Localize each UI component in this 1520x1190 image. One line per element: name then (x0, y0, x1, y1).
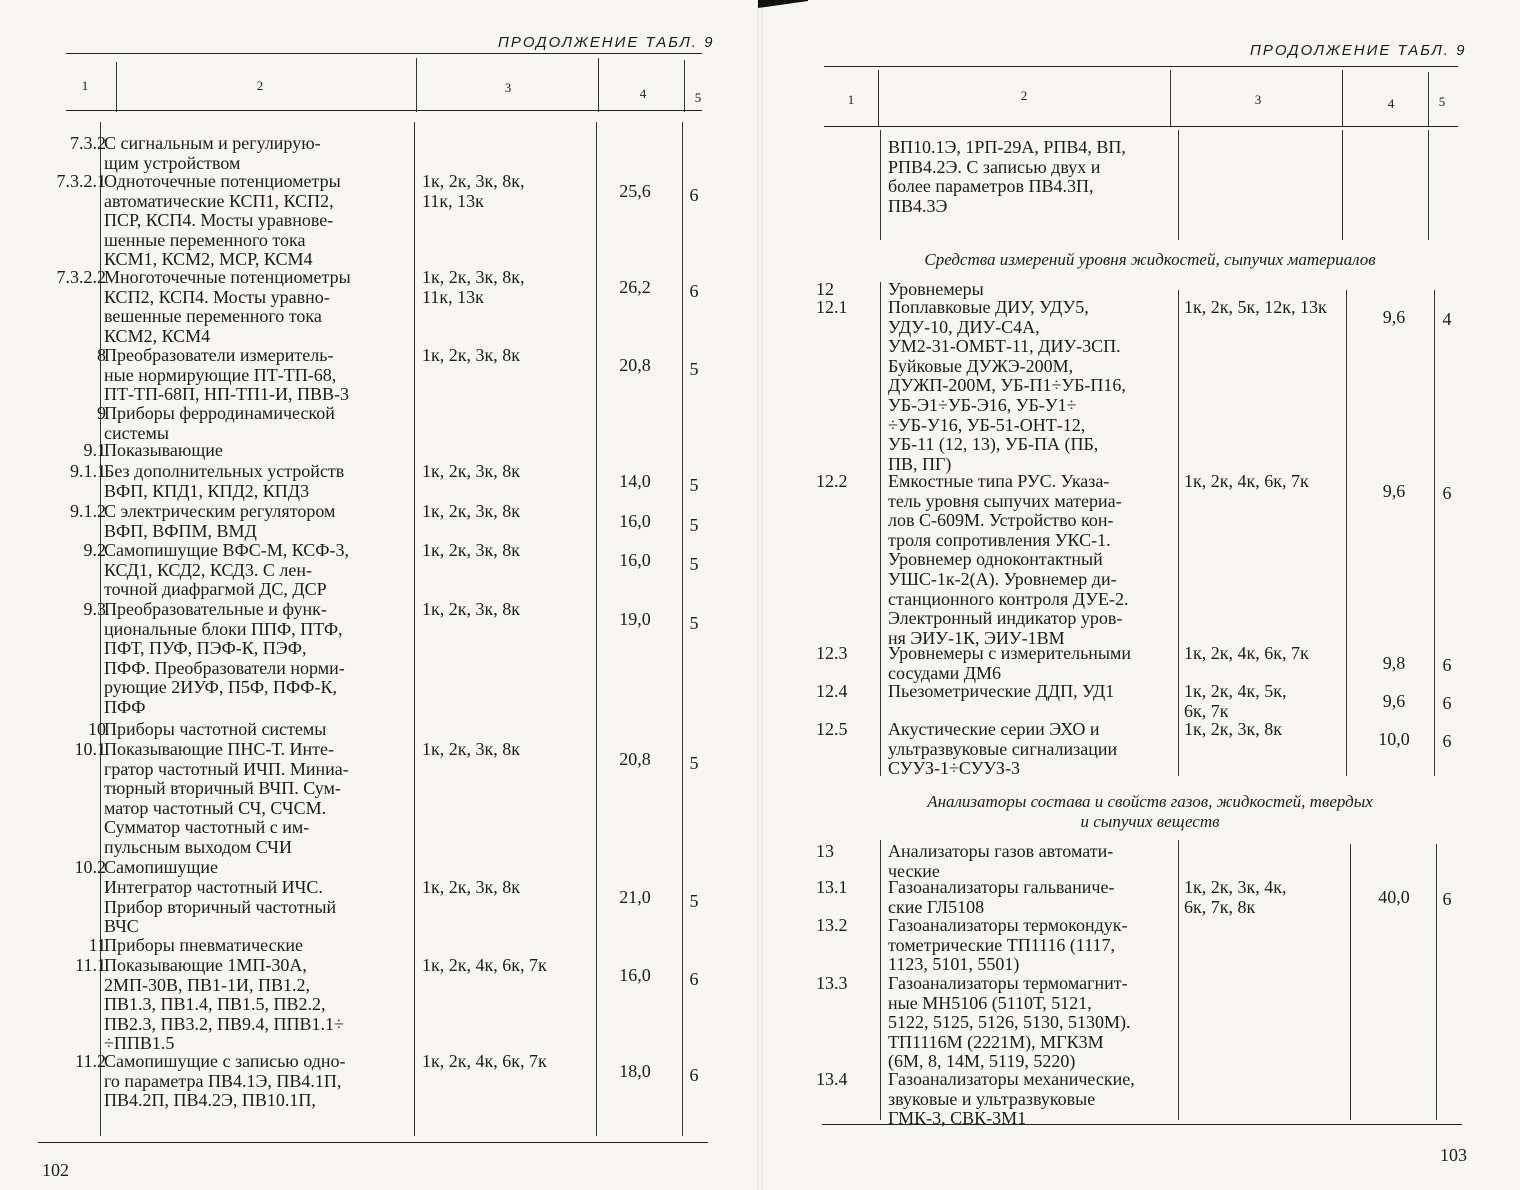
row-description-text: Преобразовательные и функ- циональные блоки ППФ, ПТФ, ПФТ, ПУФ, ПЭФ-К, ПЭФ, ПФФ. Преобразователи норми- рующие 2ИУФ, П5Ф, ПФФ-К, ПФФ (104, 599, 345, 717)
body-divider (682, 122, 683, 1136)
column-number: 5 (1438, 94, 1446, 109)
row-codes-text: 1к, 2к, 3к, 8к (422, 501, 520, 521)
body-divider (880, 840, 881, 1120)
row-description-text: С сигнальным и регулирую- щим устройством (104, 133, 321, 173)
row-description-text: Поплавковые ДИУ, УДУ5, УДУ-10, ДИУ-С4А, УМ2-31-ОМБТ-11, ДИУ-3СП. Буйковые ДУЖЭ-200М, ДУЖП-200М, УБ-П1÷УБ-П16, УБ-Э1÷УБ-Э16, УБ-У1÷ ÷УБ-У16, УБ-51-ОНТ-12, УБ-11 (12, 13), УБ-ПА (ПБ, ПВ, ПГ) (888, 297, 1126, 474)
row-value-text: 9,6 (1382, 307, 1406, 327)
row-description-text: Без дополнительных устройств ВФП, КПД1, КПД2, КПД3 (104, 461, 345, 501)
row-codes (422, 346, 592, 366)
row-category (684, 956, 704, 990)
row-codes-text: 1к, 2к, 4к, 6к, 7к (422, 955, 547, 975)
row-description-text: Приборы пневматические (104, 935, 303, 955)
row-number-text: 12.4 (816, 681, 848, 701)
row-value-text: 19,0 (619, 609, 651, 629)
row-description-text: Интегратор частотный ИЧС. Прибор вторичный частотный ВЧС (104, 877, 337, 937)
row-description-text: Анализаторы газов автомати- ческие (888, 841, 1114, 881)
row-category (1436, 916, 1458, 928)
row-category-text: 6 (689, 969, 699, 989)
row-value (1358, 878, 1430, 908)
row-category (1436, 644, 1458, 676)
row-value-text: 16,0 (619, 965, 651, 985)
row-number (42, 858, 106, 878)
row-number-text: 9.2 (83, 540, 106, 560)
row-category-text: 5 (689, 554, 699, 574)
row-number-text: 13.2 (816, 915, 848, 935)
column-number: 3 (1254, 92, 1262, 107)
row-description-text: Многоточечные потенциометры КСП2, КСП4. Мосты уравно- вешенные переменного тока КСМ2, КСМ4 (104, 267, 351, 346)
column-number: 2 (256, 78, 264, 93)
row-number-text: 9 (97, 403, 106, 423)
row-description (104, 1052, 408, 1111)
row-description-text: Показывающие 1МП-30А, 2МП-30В, ПВ1-1И, ПВ1.2, ПВ1.3, ПВ1.4, ПВ1.5, ПВ2.2, ПВ2.3, ПВ3.2, ПВ9.4, ППВ1.1÷ ÷ППВ1.5 (104, 955, 344, 1054)
header-divider (1428, 72, 1429, 126)
row-category-text: 5 (689, 359, 699, 379)
row-number (42, 441, 106, 461)
row-number (42, 600, 106, 620)
header-divider (878, 70, 879, 126)
row-codes (422, 600, 592, 620)
header-divider (116, 62, 117, 112)
row-value (602, 346, 668, 376)
row-description-text: Уровнемеры (888, 279, 984, 299)
row-value (1358, 720, 1430, 750)
row-description-text: Одноточечные потенциометры автоматические КСП1, КСП2, ПСР, КСП4. Мосты уравнове- шенные переменного тока КСМ1, КСМ2, МСР, КСМ4 (104, 171, 341, 270)
row-number (816, 720, 872, 740)
row-number (42, 462, 106, 482)
row-value (1358, 280, 1430, 290)
row-number-text: 10.2 (74, 857, 106, 877)
row-category (684, 541, 704, 575)
column-number: 3 (504, 80, 512, 95)
row-description (104, 858, 408, 878)
row-codes-text: 1к, 2к, 4к, 6к, 7к (1184, 471, 1309, 491)
row-value (602, 936, 668, 946)
row-value (1358, 1070, 1430, 1080)
column-number: 2 (1020, 88, 1028, 103)
row-description (888, 974, 1172, 1072)
header-divider (684, 60, 685, 112)
row-value (1358, 916, 1430, 926)
row-number (816, 1070, 872, 1090)
row-description (104, 462, 408, 501)
row-number-text: 12.1 (816, 297, 848, 317)
row-codes-text: 1к, 2к, 3к, 8к (422, 345, 520, 365)
row-category (684, 462, 704, 496)
row-codes (422, 956, 592, 976)
row-number (42, 740, 106, 760)
row-category (1436, 298, 1458, 330)
row-number-text: 9.1.1 (70, 461, 106, 481)
row-value (602, 134, 668, 144)
row-number (42, 1052, 106, 1072)
row-number-text: 10.1 (74, 739, 106, 759)
row-category (684, 1052, 704, 1086)
bottom-rule (38, 1142, 708, 1143)
body-divider (596, 122, 597, 1136)
row-category-text: 5 (689, 753, 699, 773)
row-description (888, 842, 1172, 881)
row-category (684, 404, 704, 418)
row-codes (1184, 472, 1354, 492)
body-divider (1434, 290, 1435, 776)
row-value (1358, 298, 1430, 328)
row-codes-text: 1к, 2к, 4к, 6к, 7к (1184, 643, 1309, 663)
row-category-text: 5 (689, 891, 699, 911)
row-category (684, 600, 704, 634)
row-description-text: Пьезометрические ДДП, УД1 (888, 681, 1115, 701)
row-number (42, 720, 106, 740)
row-number-text: 11.2 (75, 1051, 106, 1071)
row-description (104, 720, 408, 740)
row-value-text: 26,2 (619, 277, 651, 297)
row-number-text: 7.3.2.2 (56, 267, 106, 287)
row-number-text: 9.1 (83, 440, 106, 460)
row-codes (422, 1052, 592, 1072)
row-number (816, 682, 872, 702)
row-number (42, 404, 106, 424)
header-divider (1170, 70, 1171, 126)
row-category (684, 858, 704, 872)
row-category-text: 6 (1442, 483, 1452, 503)
row-category-text: 6 (1442, 655, 1452, 675)
row-codes (422, 502, 592, 522)
row-codes (1184, 298, 1354, 318)
row-value-text: 9,6 (1382, 691, 1406, 711)
header-divider (416, 58, 417, 112)
row-value (602, 502, 668, 532)
row-description-text: Уровнемеры с измерительными сосудами ДМ6 (888, 643, 1132, 683)
row-category (1436, 280, 1458, 292)
row-number (816, 878, 872, 898)
row-category (684, 172, 704, 206)
row-description (104, 441, 408, 461)
row-number (42, 172, 106, 192)
row-description (104, 346, 408, 405)
row-value (1358, 138, 1430, 148)
row-codes-text: 1к, 2к, 5к, 12к, 13к (1184, 297, 1327, 317)
header-rule (66, 110, 702, 111)
row-category (684, 441, 704, 455)
body-divider (880, 130, 881, 240)
row-value (1358, 472, 1430, 502)
page-number: 102 (42, 1160, 69, 1180)
row-number-text: 8 (97, 345, 106, 365)
row-value-text: 10,0 (1378, 729, 1410, 749)
row-number-text: 7.3.2 (70, 133, 106, 153)
row-description-text: С электрическим регулятором ВФП, ВФПМ, ВМД (104, 501, 336, 541)
row-description-text: Газоанализаторы гальваниче- ские ГЛ5108 (888, 877, 1115, 917)
row-codes-text: 1к, 2к, 3к, 8к, 11к, 13к (422, 171, 525, 211)
row-number (42, 268, 106, 288)
row-value (602, 878, 668, 908)
row-category (684, 720, 704, 734)
row-category-text: 5 (689, 475, 699, 495)
row-value (602, 600, 668, 630)
row-description-text: Приборы частотной системы (104, 719, 327, 739)
row-codes (1184, 644, 1354, 664)
row-value (1358, 644, 1430, 674)
row-category (1436, 472, 1458, 504)
column-number: 1 (81, 78, 89, 93)
top-rule (66, 53, 702, 54)
row-value (602, 1052, 668, 1082)
row-value (602, 462, 668, 492)
section-heading: Средства измерений уровня жидкостей, сыпучих материалов (924, 250, 1376, 269)
row-description-text: Газоанализаторы термокондук- тометрические ТП1116 (1117, 1123, 5101, 5501) (888, 915, 1128, 975)
row-number (816, 644, 872, 664)
row-description-text: Показывающие (104, 440, 223, 460)
row-description-text: Газоанализаторы механические, звуковые и ультразвуковые ГМК-3, СВК-3М1 (888, 1069, 1135, 1129)
row-codes-text: 1к, 2к, 3к, 8к (1184, 719, 1282, 739)
row-codes (422, 172, 592, 211)
row-number (42, 956, 106, 976)
row-category (684, 346, 704, 380)
row-description (104, 600, 408, 718)
row-number (816, 472, 872, 492)
row-description-text: Преобразователи измеритель- ные нормирующие ПТ-ТП-68, ПТ-ТП-68П, НП-ТП1-И, ПВВ-3 (104, 345, 349, 405)
row-number (42, 346, 106, 366)
row-codes (422, 878, 592, 898)
row-number-text: 13 (816, 841, 834, 861)
header-divider (1342, 70, 1343, 126)
row-codes-text: 1к, 2к, 3к, 4к, 6к, 7к, 8к (1184, 877, 1287, 917)
row-codes (1184, 682, 1354, 721)
row-category-text: 4 (1442, 309, 1452, 329)
row-value-text: 20,8 (619, 749, 651, 769)
row-number-text: 13.1 (816, 877, 848, 897)
row-codes-text: 1к, 2к, 3к, 8к (422, 599, 520, 619)
row-category (1436, 1070, 1458, 1082)
row-number (816, 842, 872, 862)
row-category-text: 6 (689, 1065, 699, 1085)
row-value-text: 14,0 (619, 471, 651, 491)
body-divider (1342, 130, 1343, 240)
row-category-text: 5 (689, 515, 699, 535)
row-number (42, 936, 106, 956)
row-value (602, 858, 668, 868)
row-value-text: 25,6 (619, 181, 651, 201)
row-category-text: 6 (1442, 693, 1452, 713)
row-value (602, 268, 668, 298)
row-number-text: 9.3 (83, 599, 106, 619)
row-value-text: 18,0 (619, 1061, 651, 1081)
row-description-text: Емкостные типа РУС. Указа- тель уровня сыпучих материа- лов С-609М. Устройство кон- троля сопротивления УКС-1. Уровнемер одноконтактный УШС-1к-2(А). Уровнемер ди- станционного контроля ДУЕ-2. Электронный индикатор уров- ня ЭИУ-1К, ЭИУ-1ВМ (888, 471, 1129, 648)
row-description (888, 878, 1172, 917)
row-number-text: 11 (88, 935, 106, 955)
row-category (684, 268, 704, 302)
row-codes-text: 1к, 2к, 3к, 8к, 11к, 13к (422, 267, 525, 307)
row-value (1358, 682, 1430, 712)
row-description (888, 682, 1172, 702)
row-number (816, 974, 872, 994)
row-codes (1184, 878, 1354, 917)
row-description (888, 138, 1172, 216)
row-category (684, 878, 704, 912)
row-category (1436, 720, 1458, 752)
row-value (1358, 974, 1430, 984)
row-category (684, 134, 704, 148)
row-description (104, 956, 408, 1054)
row-number (42, 502, 106, 522)
body-divider (1178, 840, 1179, 1120)
row-description (104, 541, 408, 600)
row-codes (422, 268, 592, 307)
right-page (760, 0, 1520, 1190)
row-value-text: 9,6 (1382, 481, 1406, 501)
row-number-text: 12 (816, 279, 834, 299)
row-number-text: 9.1.2 (70, 501, 106, 521)
row-codes-text: 1к, 2к, 3к, 8к (422, 540, 520, 560)
body-divider (1178, 290, 1179, 776)
column-number: 1 (847, 92, 855, 107)
row-number-text: 12.5 (816, 719, 848, 739)
row-number-text: 11.1 (75, 955, 106, 975)
row-value (602, 441, 668, 451)
row-description (104, 404, 408, 443)
running-head: ПРОДОЛЖЕНИЕ ТАБЛ. 9 (498, 34, 715, 51)
row-category (684, 740, 704, 774)
page-number: 103 (1440, 1145, 1467, 1165)
body-divider (1178, 130, 1179, 240)
row-description (888, 644, 1172, 683)
row-number-text: 7.3.2.1 (56, 171, 106, 191)
row-number-text: 12.2 (816, 471, 848, 491)
row-value (1358, 842, 1430, 852)
row-number (42, 134, 106, 154)
row-category (1436, 878, 1458, 910)
row-codes-text: 1к, 2к, 4к, 5к, 6к, 7к (1184, 681, 1287, 721)
row-description-text: Показывающие ПНС-Т. Инте- гратор частотный ИЧП. Миниа- тюрный вторичный ВЧП. Сум- матор частотный СЧ, СЧСМ. Сумматор частотный с им- пульсным выходом СЧИ (104, 739, 349, 857)
row-value (602, 956, 668, 986)
row-codes (422, 740, 592, 760)
row-category-text: 6 (1442, 889, 1452, 909)
row-description (104, 878, 408, 937)
row-number (816, 916, 872, 936)
header-rule (824, 126, 1458, 127)
row-description (888, 472, 1172, 648)
row-description (104, 172, 408, 270)
row-value-text: 16,0 (619, 511, 651, 531)
header-divider (598, 58, 599, 112)
body-divider (880, 282, 881, 776)
row-codes-text: 1к, 2к, 3к, 8к (422, 739, 520, 759)
row-description (888, 916, 1172, 975)
body-divider (414, 122, 415, 1136)
row-description-text: Самопишущие (104, 857, 218, 877)
row-value-text: 40,0 (1378, 887, 1410, 907)
row-number (42, 541, 106, 561)
row-value (602, 404, 668, 414)
row-value-text: 20,8 (619, 355, 651, 375)
row-description-text: Приборы ферродинамической системы (104, 403, 335, 443)
row-description (888, 1070, 1172, 1129)
row-description-text: Самопишущие ВФС-М, КСФ-3, КСД1, КСД2, КСД3. С лен- точной диафрагмой ДС, ДСР (104, 540, 350, 600)
row-description (104, 134, 408, 173)
row-codes (422, 462, 592, 482)
column-number: 5 (694, 90, 702, 105)
row-description (104, 268, 408, 346)
row-category-text: 5 (689, 613, 699, 633)
row-value (602, 541, 668, 571)
row-description (888, 298, 1172, 474)
running-head: ПРОДОЛЖЕНИЕ ТАБЛ. 9 (1250, 42, 1467, 59)
row-description (104, 502, 408, 541)
row-value-text: 9,8 (1382, 653, 1406, 673)
row-category (1436, 138, 1458, 150)
row-category (1436, 842, 1458, 854)
row-number-text: 12.3 (816, 643, 848, 663)
row-value (602, 740, 668, 770)
row-description (104, 740, 408, 858)
column-number: 4 (639, 86, 647, 101)
row-description-text: Самопишущие с записью одно- го параметра ПВ4.1Э, ПВ4.1П, ПВ4.2П, ПВ4.2Э, ПВ10.1П, (104, 1051, 346, 1111)
row-number-text: 10 (88, 719, 106, 739)
row-number (816, 298, 872, 318)
row-number-text: 13.4 (816, 1069, 848, 1089)
row-number-text: 13.3 (816, 973, 848, 993)
row-description (104, 936, 408, 956)
row-value-text: 21,0 (619, 887, 651, 907)
row-value (602, 720, 668, 730)
section-heading: Анализаторы состава и свойств газов, жидкостей, твердых и сыпучих веществ (927, 792, 1373, 831)
row-description-text: Акустические серии ЭХО и ультразвуковые сигнализации СУУЗ-1÷СУУЗ-3 (888, 719, 1118, 779)
row-codes-text: 1к, 2к, 3к, 8к (422, 461, 520, 481)
row-codes (422, 541, 592, 561)
row-value (602, 172, 668, 202)
top-rule (824, 66, 1458, 67)
row-codes-text: 1к, 2к, 4к, 6к, 7к (422, 1051, 547, 1071)
row-category (684, 936, 704, 950)
row-description (888, 720, 1172, 779)
row-category (1436, 974, 1458, 986)
row-category (1436, 682, 1458, 714)
row-codes (1184, 720, 1354, 740)
row-description-text: Газоанализаторы термомагнит- ные МН5106 (5110Т, 5121, 5122, 5125, 5126, 5130, 5130М). ТП1116М (2221М), МГК3М (6М, 8, 14М, 5119, 5220) (888, 973, 1131, 1072)
row-value-text: 16,0 (619, 550, 651, 570)
row-description-text: ВП10.1Э, 1РП-29А, РПВ4, ВП, РПВ4.2Э. С записью двух и более параметров ПВ4.3П, ПВ4.3Э (888, 137, 1126, 216)
row-category-text: 6 (689, 281, 699, 301)
row-category-text: 6 (1442, 731, 1452, 751)
row-codes-text: 1к, 2к, 3к, 8к (422, 877, 520, 897)
row-category-text: 6 (689, 185, 699, 205)
row-category (684, 502, 704, 536)
column-number: 4 (1387, 96, 1395, 111)
